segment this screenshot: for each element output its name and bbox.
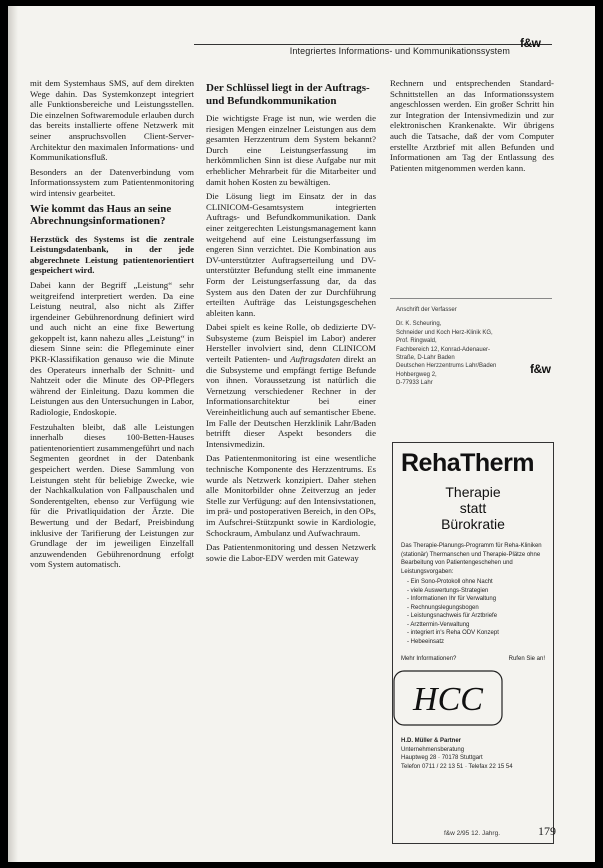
author-title: Anschrift der Verfasser (396, 307, 457, 313)
header-rule (194, 44, 552, 45)
paragraph: Das Patientenmonitoring und dessen Netzwerk sowie die Labor-EDV werden mit Gateway (206, 542, 376, 563)
ad-tagline-line: statt (459, 500, 487, 516)
paragraph: Dabei kann der Begriff „Leistung“ sehr weitgreifend interpretiert werden. Da eine Leistung neutral, also nicht als Ziffer irgendeiner Gebührenordnung definiert wird und auch nicht an eine fixe Bewertung gekoppelt ist, kann nahezu alles „Leistung“ in diesem Sinne sein: die Pflegeminute einer PKR-Klassifikation genauso wie die Minute des Operateurs innerhalb der Schnitt- und Nahtzeit oder die Minute des OP-Pflegers während der Einleitung. Dazu kommen die Leistungen aus den Untersuchungen in Labor, Radiologie, Endoskopie. (30, 279, 194, 418)
ad-contact-right: Rufen Sie an! (508, 656, 545, 662)
author-line: Straße, D-Lahr Baden (396, 355, 455, 362)
author-line: Prof. Ringwald, (396, 338, 437, 345)
paragraph: Festzuhalten bleibt, daß alle Leistungen innerhalb dieses 100-Betten-Hauses patientenorientiert zusammengeführt und nach Segmenten geordnet in der Datenbank gespeichert werden. Diese Sammlung von Leistungen steht für beliebige Zwecke, wie der Nachkalkulation von Fallpauschalen und Sonderentgelten, ebenso zur Verfügung wie für die Privatliquidation der Ärzte. Die Bewertung und der Bedarf, Preisbindung inklusive der Tarifierung der Leistungen zur Grundlage der im jeweiligen Einzelfall anzuwendenden Gebührenordnung erfolgt vom System automatisch. (30, 421, 194, 570)
author-line: Schneider und Koch Herz-Klinik KG, (396, 329, 493, 336)
ad-feature: - integriert in's Reha ODV Konzept (407, 629, 545, 638)
paragraph: mit dem Systemhaus SMS, auf dem direkten Wege dahin. Das Systemkonzept integriert alle Funktionsbereiche und Leistungsstellen. Die einzelnen Softwaremodule erlauben durch das bereits installierte offene Netzwerk mit seiner anspruchsvollen Client-Server-Architektur den maximalen Informations- und Kommunikationsfluß. (30, 78, 194, 163)
ad-feature: - Hebeeinsatz (407, 638, 545, 647)
column-2 (206, 78, 376, 567)
ad-address-line: Unternehmensberatung (401, 746, 465, 753)
journal-page (8, 6, 595, 862)
author-line: Fachbereich 12, Konrad-Adenauer- (396, 346, 491, 353)
scan-edge-shadow (8, 6, 18, 862)
ad-feature: - Ein Sono-Protokoll ohne Nacht (407, 578, 545, 587)
author-address-box (396, 306, 552, 388)
ad-body (401, 542, 545, 646)
ad-address-line: Telefon 0711 / 22 13 51 · Telefax 22 15 54 (401, 763, 513, 770)
footer-issue: f&w 2/95 12. Jahrg. (444, 830, 501, 837)
paragraph: Rechnern und entsprechenden Standard-Schnittstellen an das Informationssystem angeschlossen werden. Ein großer Schritt hin zur Integration der Intensivmedizin und zur elektronischen Krankenakte. Wir übrigens auch die Tatsache, daß der vom Computer erstellte Arztbrief mit allen Befunden und Informationen am Tag der Entlassung des Patienten mitgenommen werden kann. (390, 78, 554, 173)
ad-feature: - Arzttermin-Verwaltung (407, 621, 545, 630)
ad-intro: Das Therapie-Planungs-Programm für Reha-Kliniken (stationär) Thermanschen und Therapie-Plätze ohne Bearbeitung von Patientengeschehen und Leistungsvorgaben: (401, 543, 542, 575)
ad-contact-left: Mehr Informationen? (401, 656, 457, 662)
journal-logo-small: f&w (530, 362, 551, 376)
emphasis: Auftragsdaten (290, 354, 341, 365)
paragraph: Besonders an der Datenverbindung vom Informationssystem zum Patientenmonitoring wird intensiv gearbeitet. (30, 166, 194, 198)
ad-feature: - Leistungsnachweis für Arztbriefe (407, 612, 545, 621)
author-line: D-77933 Lahr (396, 380, 433, 387)
ad-address (401, 737, 545, 771)
paragraph: Die Lösung liegt im Einsatz der in das CLINICOM-Gesamtsystem integrierten Auftrags- und Befundkommunikation. Dank einer zeitgerechten Leistungsmanagement kann weitgehend auf eine Leistungserfassung im engeren Sinn verzichtet. Die Kombination aus DV-unterstützter Auftragserteilung und DV-unterstützter Befundung stellt eine immanente Form der Leistungserfassung dar, da das System aus den Daten der zur Durchführung erteilten Aufträge das Leistungsgeschehen ableiten kann. (206, 191, 376, 318)
paragraph (206, 322, 376, 449)
paragraph: Die wichtigste Frage ist nun, wie werden die riesigen Mengen einzelner Leistungen aus dem gesamten Herzzentrum dem System bekannt? Durch eine Leistungserfassung im herkömmlichen Sinn ist diese Aufgabe nur mit erheblicher Mehrarbeit für die Mitarbeiter und damit hohen Kosten zu bewältigen. (206, 113, 376, 187)
lead-paragraph: Herzstück des Systems ist die zentrale Leistungsdatenbank, in der jede abgerechnete Leistung patientenorientiert gespeichert wird. (30, 233, 194, 276)
paragraph: Das Patientenmonitoring ist eine wesentliche technische Komponente des Herzzentrums. Es wurde als Netzwerk konzipiert. Daher stehen alle Monitorbilder ohne Zeitverzug an jeder Stelle zur Verfügung: auf den Intensivstationen, im prä- und postoperativen Bereich, in den OPs, im Aufschrei-Stützpunkt sowie in Kardiologie, Schockraum, Ambulanz und Aufwachraum. (206, 453, 376, 538)
rehatherm-advertisement (392, 442, 554, 844)
hcc-logo-text: HCC (413, 681, 483, 718)
ad-address-line: H.D. Müller & Partner (401, 738, 462, 744)
ad-feature-list (401, 578, 545, 646)
ad-brand: RehaTherm (401, 449, 535, 477)
hcc-logo-icon (393, 670, 503, 726)
ad-contact-row (401, 656, 545, 662)
ad-feature: - Informationen Ihr für Verwaltung (407, 595, 545, 604)
section-heading: Der Schlüssel liegt in der Auftrags- und Befundkommunikation (206, 82, 370, 107)
journal-logo-header: f&w (520, 36, 541, 50)
column-3 (390, 78, 554, 177)
author-line: Hohbergweg 2, (396, 371, 437, 378)
ad-tagline (393, 484, 553, 532)
column-1 (30, 78, 194, 574)
author-line: Dr. K. Scheuring, (396, 321, 442, 328)
ad-address-line: Hauptweg 28 · 70178 Stuttgart (401, 755, 483, 761)
section-heading: Wie kommt das Haus an seine Abrechnungsinformationen? (30, 202, 172, 228)
running-header: Integriertes Informations- und Kommunikationssystem (289, 46, 510, 56)
ad-feature: - viele Auswertungs-Strategien (407, 587, 545, 596)
page-number: 179 (538, 824, 556, 838)
ad-feature: - Rechnungslegungsbogen (407, 604, 545, 613)
author-line: Deutschen Herzzentrums Lahr/Baden (396, 363, 497, 370)
ad-tagline-line: Therapie (445, 484, 501, 500)
text-run: Dabei spielt es keine Rolle, ob dedizierte DV-Subsysteme (zum Beispiel im Labor) anderer Hersteller involviert sind, denn CLINICOM verteilt Patienten- und (206, 322, 376, 365)
author-divider (390, 298, 552, 299)
text-run: direkt an die Subsysteme und empfängt fertige Befunde von ihnen. Voraussetzung ist natürlich die Vernetzung verschiedener Rechner in der Informationsarchitektur bei einer Vereinheitlichung auch auf semantischer Ebene. Im Falle der Deutschen Herzklinik Lahr/Baden betrifft dieser Aspekt besonders die Intensivmedizin. (206, 354, 376, 449)
ad-tagline-line: Bürokratie (441, 516, 505, 532)
